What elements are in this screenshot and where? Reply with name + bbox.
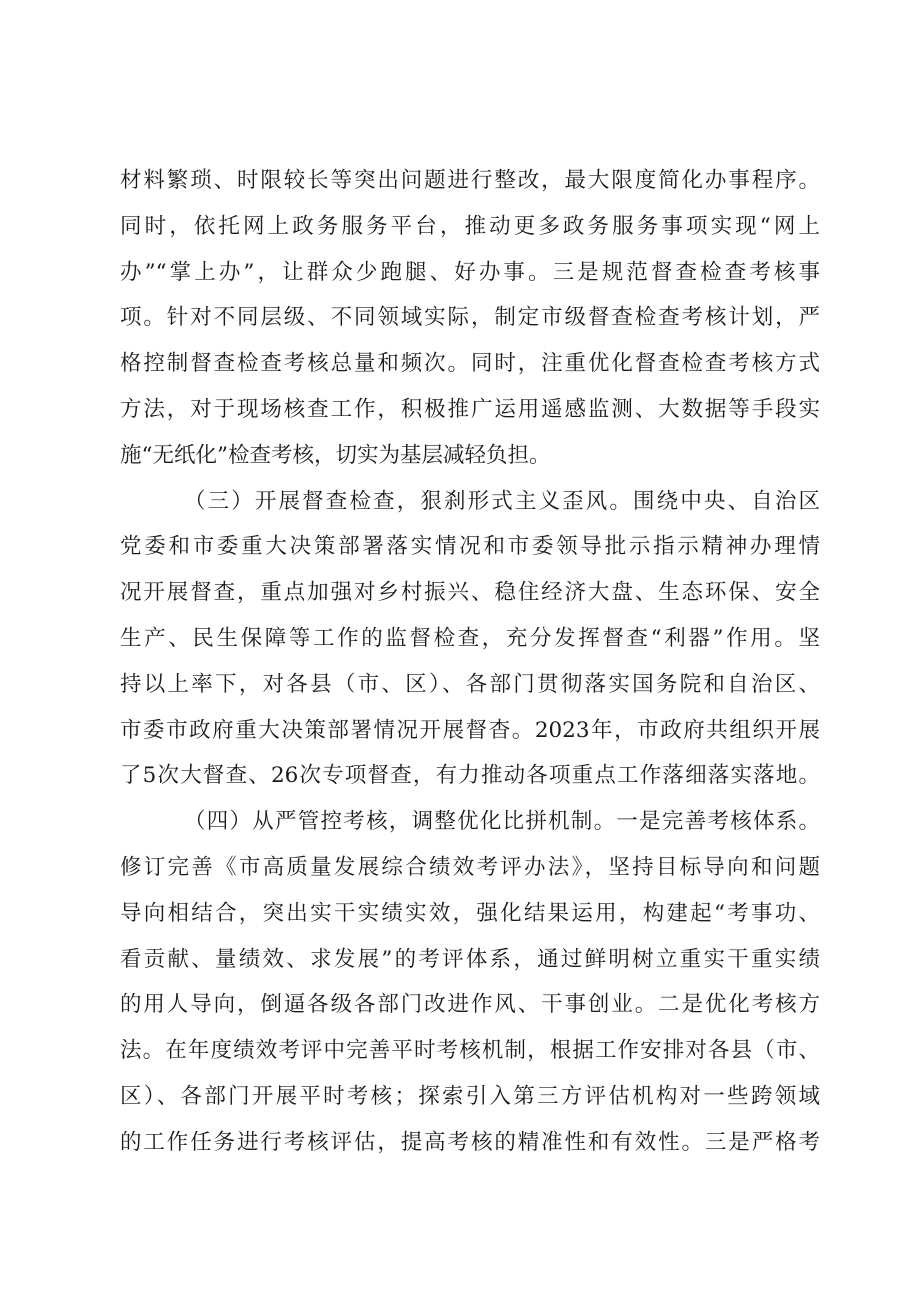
text-line: 项。针对不同层级、不同领域实际，制定市级督查检查考核计划，严 [120,305,820,331]
text-line: 党委和市委重大决策部署落实情况和市委领导批示指示精神办理情 [120,534,820,560]
text-line: 格控制督查检查考核总量和频次。同时，注重优化督查检查考核方式 [120,351,820,377]
text-line: 导向相结合，突出实干实绩实效，强化结果运用，构建起“考事功、 [120,900,820,926]
text-line: 修订完善《市高质量发展综合绩效考评办法》，坚持目标导向和问题 [120,854,820,880]
text-line: 看贡献、量绩效、求发展”的考评体系，通过鲜明树立重实干重实绩 [120,946,820,972]
text-line: 持以上率下，对各县（市、区）、各部门贯彻落实国务院和自治区、 [120,671,820,697]
text-line: 生产、民生保障等工作的监督检查，充分发挥督查“利器”作用。坚 [120,625,820,651]
paragraph-heading-line: （三）开展督查检查，狠刹形式主义歪风。围绕中央、自治区 [184,488,820,514]
text-line: 的工作任务进行考核评估，提高考核的精准性和有效性。三是严格考 [120,1129,820,1155]
text-line: 市委市政府重大决策部署情况开展督杳。2023年，市政府共组织开展 [120,717,820,743]
text-line: 办”“掌上办”，让群众少跑腿、好办事。三是规范督查检查考核事 [120,259,820,285]
text-line: 材料繁琐、时限较长等突出问题进行整改，最大限度简化办事程序。 [120,168,820,193]
text-line: 况开展督查，重点加强对乡村振兴、稳住经济大盘、生态环保、安全 [120,580,820,606]
text-line: 了5次大督查、26次专项督查，有力推动各项重点工作落细落实落地。 [120,763,820,789]
document-body [120,158,820,1166]
text-line: 法。在年度绩效考评中完善平时考核机制，根据工作安排对各县（市、 [120,1038,820,1064]
text-line: 方法，对于现场核查工作，积极推广运用遥感监测、大数据等手段实 [120,396,820,422]
text-line: 的用人导向，倒逼各级各部门改进作风、干事创业。二是优化考核方 [120,992,820,1018]
text-line: 施“无纸化”检查考核，切实为基层减轻负担。 [120,442,551,468]
text-line: 区）、各部门开展平时考核；探索引入第三方评估机构对一些跨领域 [120,1083,820,1109]
paragraph-heading-line: （四）从严管控考核，调整优化比拼机制。一是完善考核体系。 [184,809,820,835]
text-line: 同时，依托网上政务服务平台，推动更多政务服务事项实现“网上 [120,213,820,239]
